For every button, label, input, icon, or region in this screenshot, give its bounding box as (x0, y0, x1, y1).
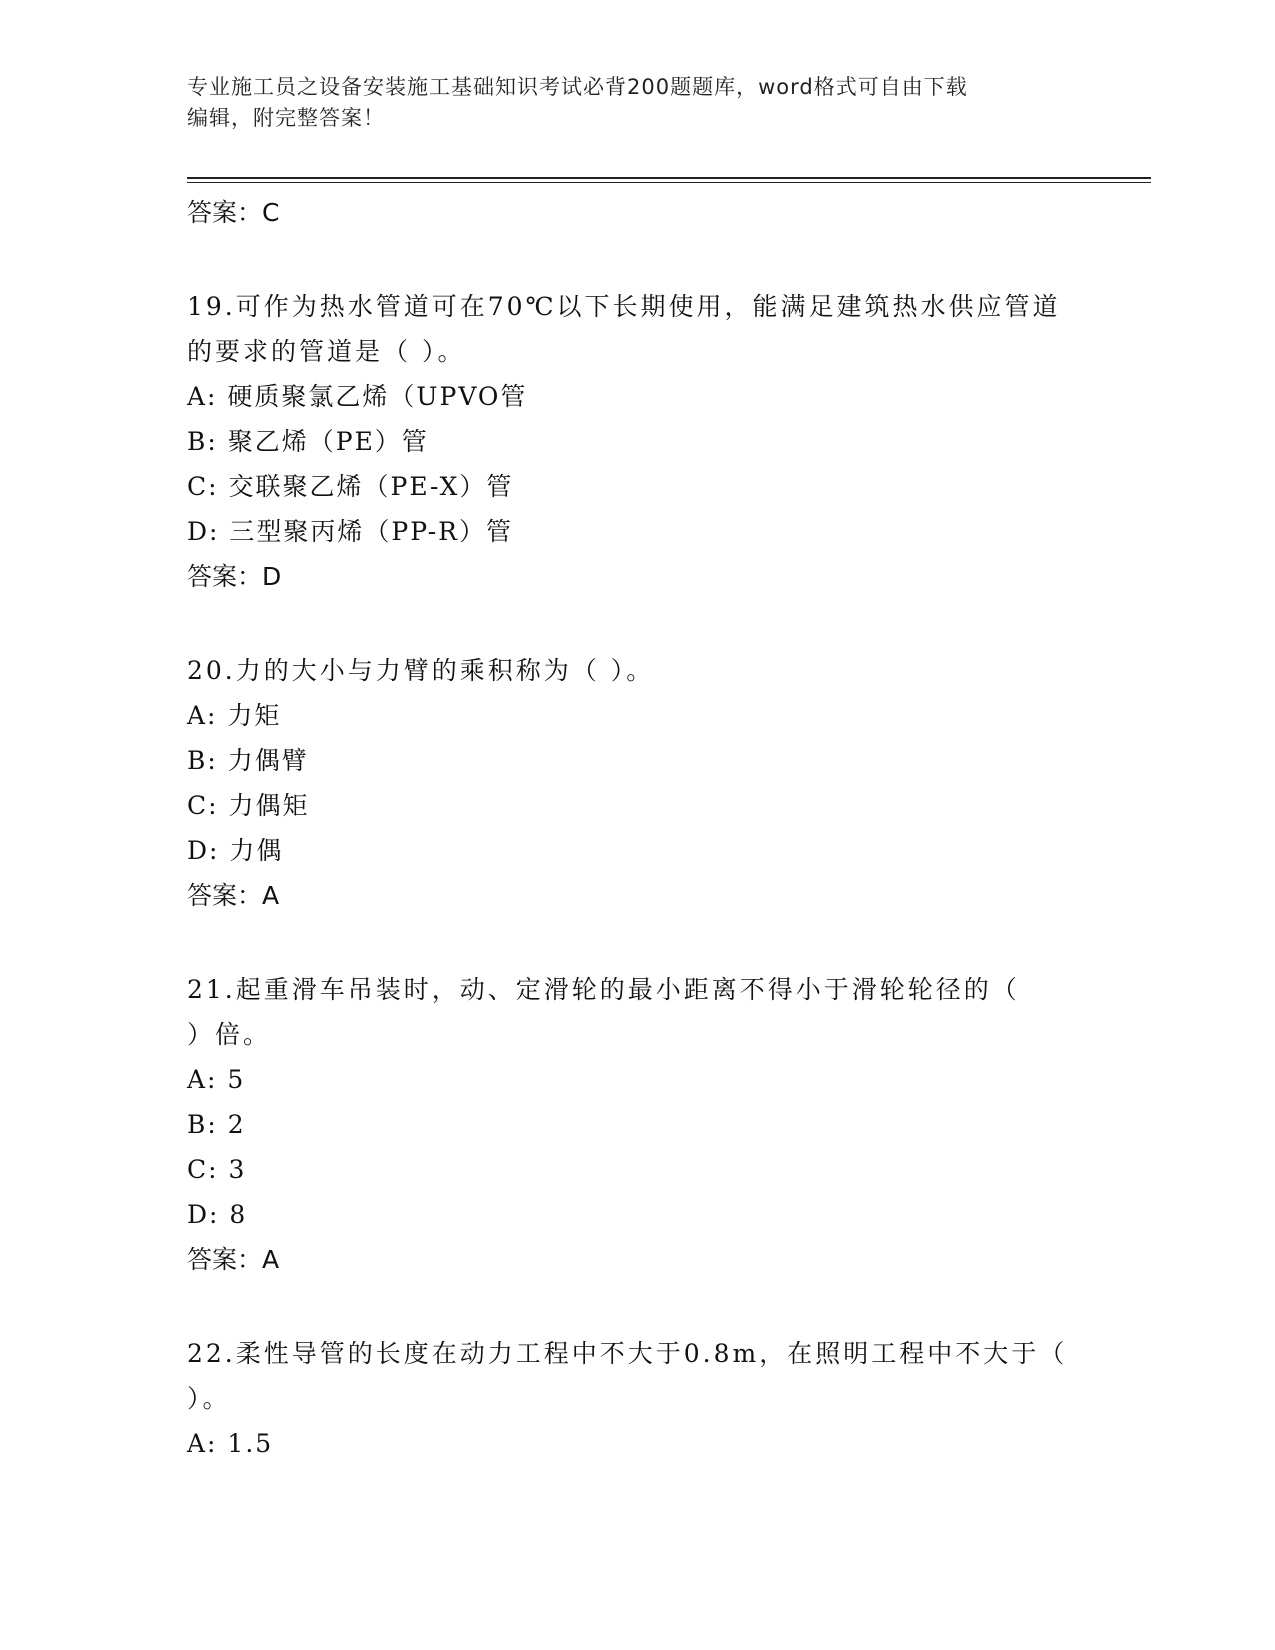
option-b: B: 聚乙烯（PE）管 (187, 427, 429, 456)
option-d: D: 8 (187, 1200, 248, 1229)
option-a: A: 1.5 (187, 1429, 274, 1458)
question-stem-continued: 的要求的管道是（ ）。 (187, 337, 466, 366)
option-a: A: 力矩 (187, 701, 282, 730)
question-list (187, 190, 1087, 1466)
question-stem: 21.起重滑车吊装时，动、定滑轮的最小距离不得小于滑轮轮径的（ (187, 975, 1020, 1004)
header-line-2: 编辑，附完整答案！ (187, 106, 385, 130)
header-divider-thick (187, 177, 1151, 179)
question-stem: 20.力的大小与力臂的乘积称为（ ）。 (187, 656, 655, 685)
header-divider-thin (187, 182, 1151, 183)
option-b: B: 2 (187, 1110, 246, 1139)
question-stem-continued: ）。 (187, 1384, 231, 1413)
spacer (187, 1283, 1087, 1331)
option-a: A: 5 (187, 1065, 246, 1094)
question-19 (187, 284, 1087, 600)
document-header (187, 72, 1067, 134)
answer-line: 答案：D (187, 562, 282, 591)
option-c: C: 3 (187, 1155, 247, 1184)
option-d: D: 力偶 (187, 836, 284, 865)
header-line-1: 专业施工员之设备安装施工基础知识考试必背200题题库，word格式可自由下载 (187, 75, 968, 99)
option-d: D: 三型聚丙烯（PP-R）管 (187, 517, 513, 546)
option-c: C: 力偶矩 (187, 791, 310, 820)
option-a: A: 硬质聚氯乙烯（UPVO管 (187, 382, 528, 411)
spacer (187, 236, 1087, 284)
question-stem: 19.可作为热水管道可在70℃以下长期使用，能满足建筑热水供应管道 (187, 292, 1061, 321)
question-22 (187, 1331, 1087, 1466)
question-stem: 22.柔性导管的长度在动力工程中不大于0.8m，在照明工程中不大于（ (187, 1339, 1068, 1368)
answer-line: 答案：C (187, 198, 280, 227)
option-c: C: 交联聚乙烯（PE-X）管 (187, 472, 514, 501)
answer-line: 答案：A (187, 881, 280, 910)
spacer (187, 919, 1087, 967)
option-b: B: 力偶臂 (187, 746, 309, 775)
spacer (187, 600, 1087, 648)
question-stem-continued: ）倍。 (187, 1020, 272, 1049)
answer-line: 答案：A (187, 1245, 280, 1274)
question-20 (187, 648, 1087, 919)
question-21 (187, 967, 1087, 1283)
